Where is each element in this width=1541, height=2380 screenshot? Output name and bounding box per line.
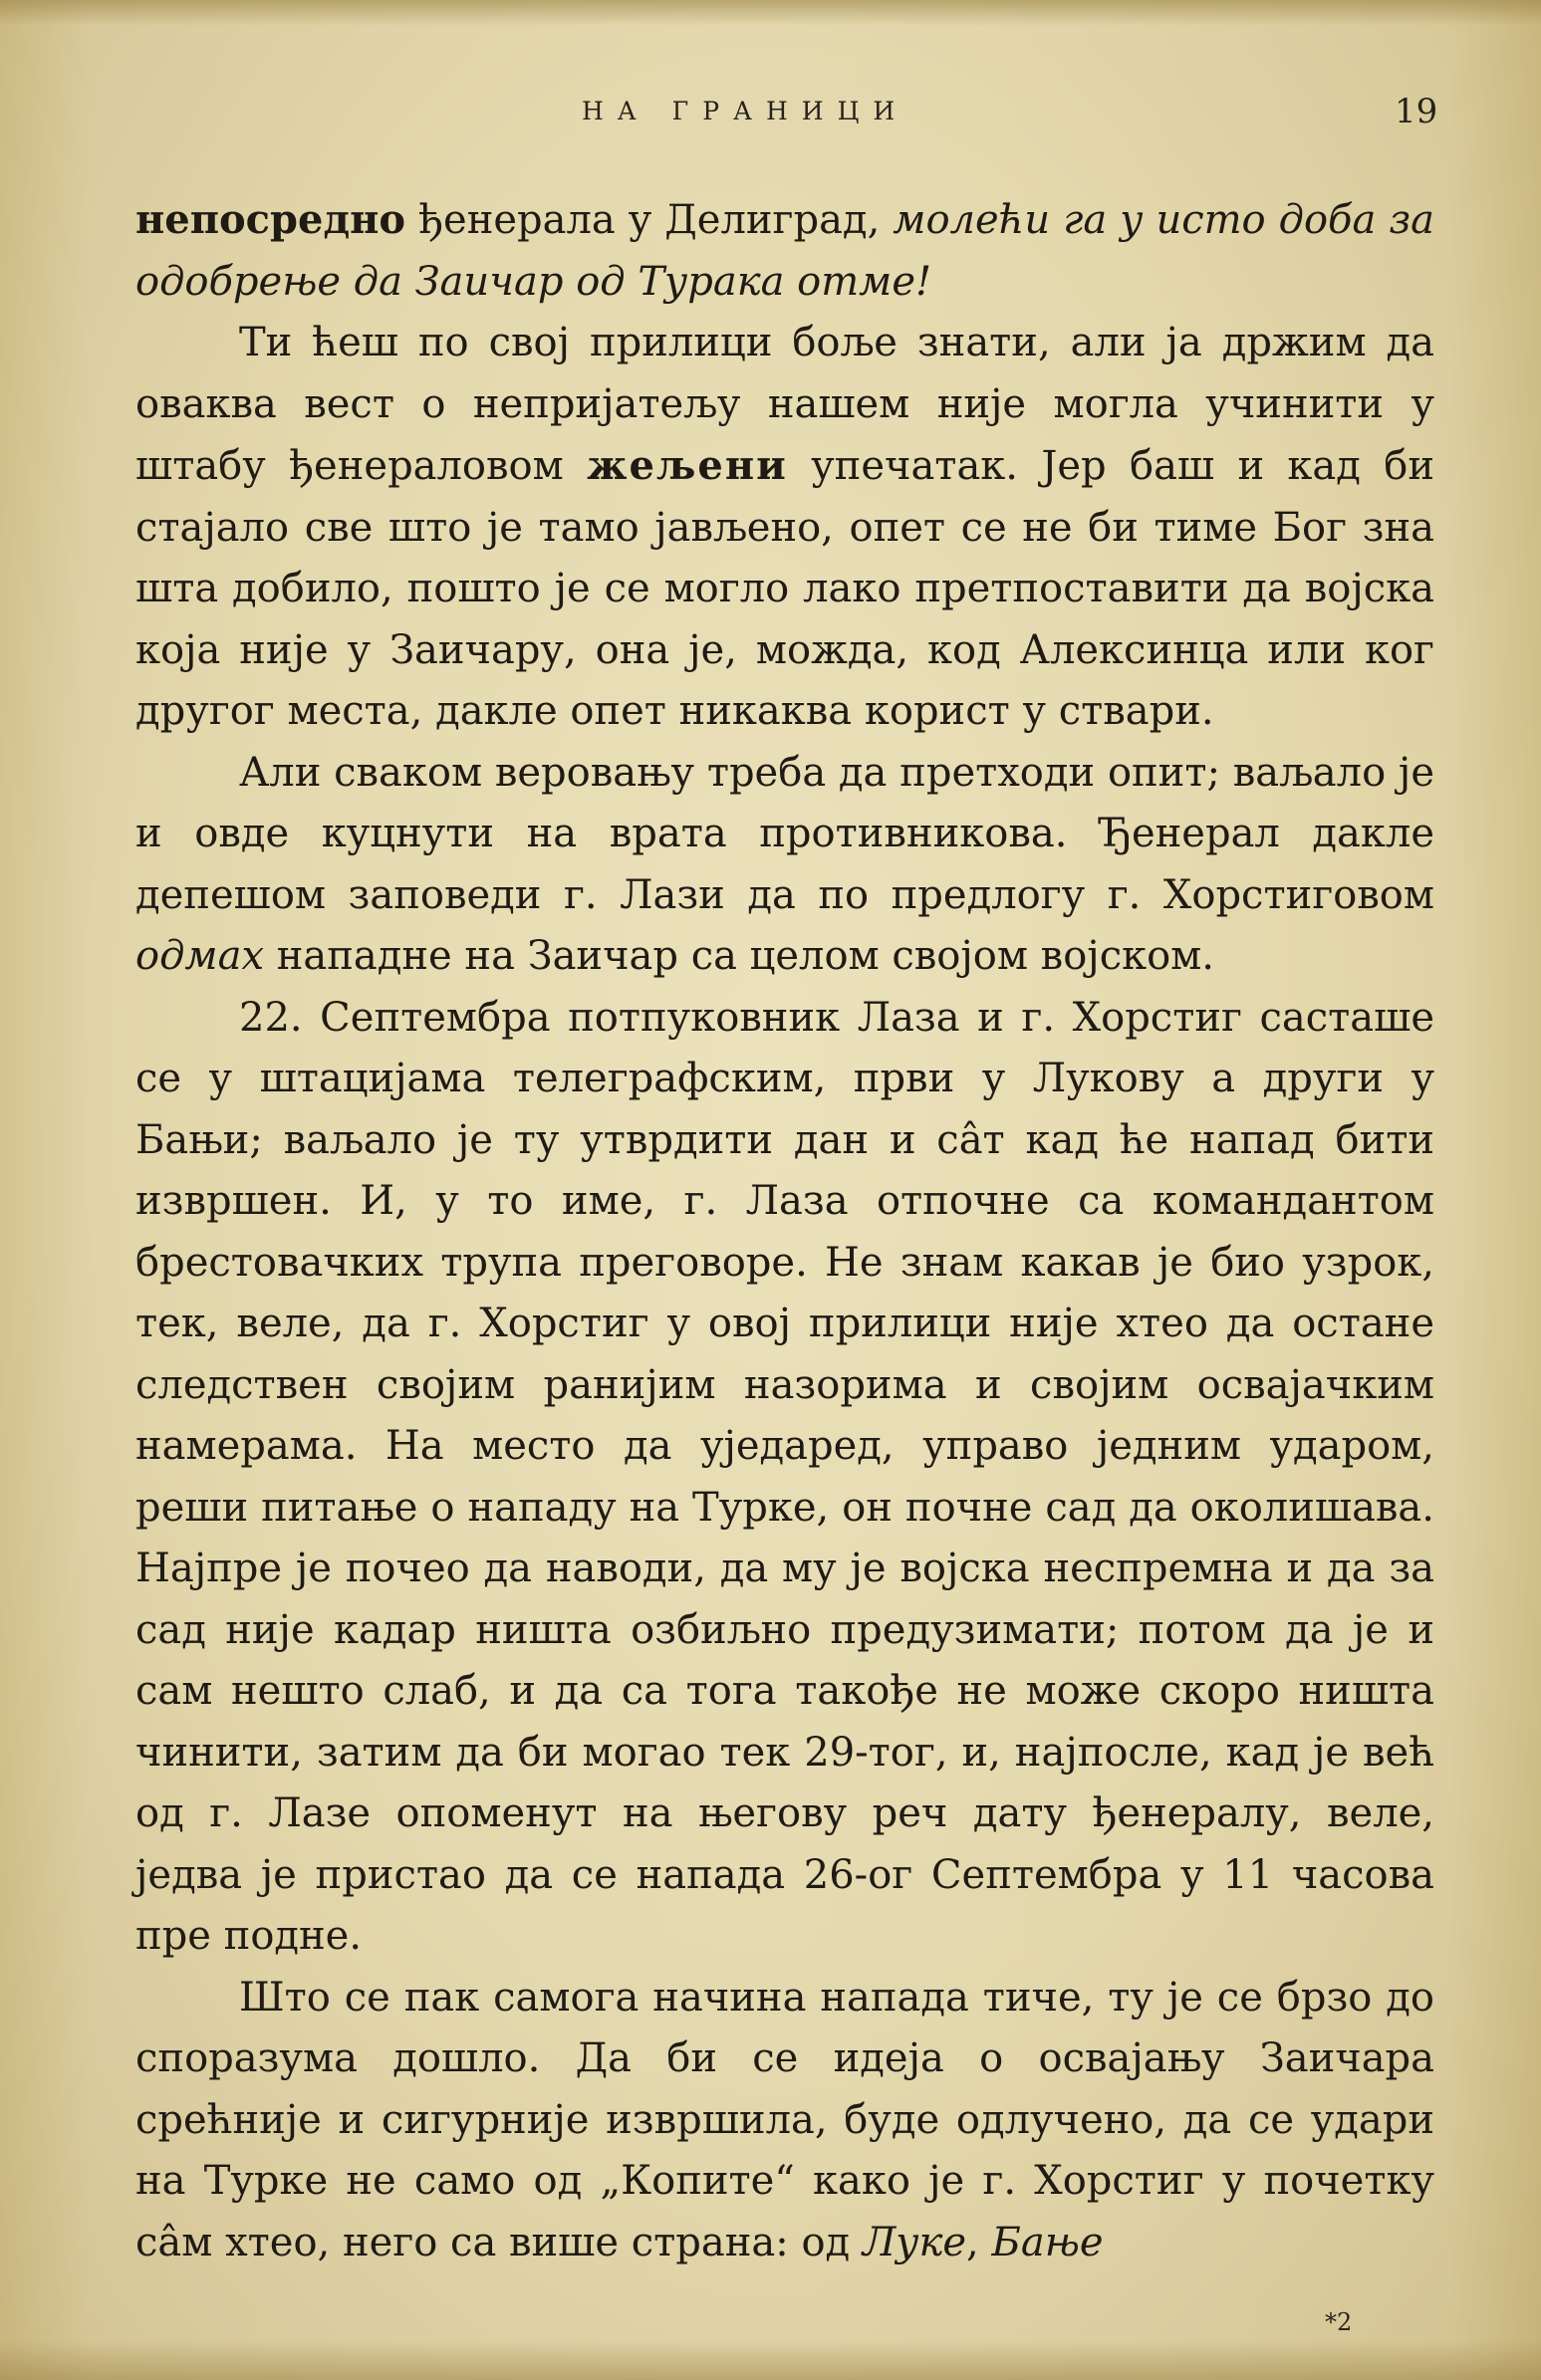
paragraph — [135, 189, 1434, 313]
italic-text-run: Бање — [991, 2219, 1104, 2265]
italic-text-run: Луке — [862, 2219, 967, 2265]
page-edge-shadow-bottom — [0, 2340, 1541, 2380]
body-text — [135, 189, 1434, 2273]
italic-text-run: одмах — [135, 933, 265, 979]
text-run: нападне на Заичар са целом својом војском. — [264, 933, 1214, 979]
paragraph — [135, 313, 1434, 743]
text-run: Али сваком веровању треба да претходи опит; ваљало је и овде куцнути на врата противникова. Ђенерал дакле депешом заповеди г. Лази да по предлогу г. Хорстиговом — [135, 749, 1434, 918]
paragraph — [135, 1968, 1434, 2274]
text-run: Што се пак самога начина напада тиче, ту је се брзо до споразума дошло. Да би се идеја о освајању Заичара срећније и сигурније извршила, буде одлучено, да се удари на Турке не само од „Копите“ како је г. Хорстиг у почетку са̂м хтео, него са више страна: од — [135, 1974, 1434, 2265]
bold-text-run: непосредно — [135, 196, 406, 243]
text-run: 22. Септембра потпуковник Лаза и г. Хорстиг састаше се у штацијама телеграфским, први у Лукову а други у Бањи; ваљало је ту утврдити дан и са̂т кад ће напад бити извршен. И, у то име, г. Лаза отпочне са командантом брестовачких трупа преговоре. Не знам какав је био узрок, тек, веле, да г. Хорстиг у овој прилици није хтео да остане следствен својим ранијим назорима и својим освајачким намерама. На место да уједаред, управо једним ударом, реши питање о нападу на Турке, он почне сад да околишава. Најпре је почео да наводи, да му је војска неспремна и да за сад није кадар ништа озбиљно предузимати; потом да је и сам нешто слаб, и да са тога такође не може скоро ништа чинити, затим да би могао тек 29-тог, и, најпосле, кад је већ од г. Лазе опоменут на његову реч дату ђенералу, веле, једва је пристао да се напада 26-ог Септембра у 11 часова пре подне. — [135, 994, 1434, 1959]
text-run: ђенерала у Делиград, — [405, 197, 894, 243]
text-run: , — [966, 2219, 992, 2265]
paragraph — [135, 988, 1434, 1968]
page-number: 19 — [1395, 92, 1438, 131]
paragraph — [135, 743, 1434, 988]
spaced-bold-text-run: жељени — [587, 442, 788, 489]
running-head — [0, 92, 1541, 131]
text-run: упечатак. Јер баш и кад би стајало све што је тамо јављено, опет се не би тиме Бог зна шта добило, пошто је се могло лако претпоставити да војска која није у Заичару, она је, можда, код Алексинца или ког другог места, дакле опет никаква корист у ствари. — [135, 443, 1434, 734]
text-run: Ти ћеш по свој прилици боље знати, али ја држим да оваква вест о непријатељу нашем није могла учинити у штабу ђенераловом — [135, 320, 1434, 489]
printer-signature-mark: *2 — [1325, 2308, 1353, 2336]
page-edge-shadow-top — [0, 0, 1541, 26]
running-head-title: НА ГРАНИЦИ — [582, 97, 909, 125]
italic-text-run: молећи га у исто доба за одобрење да Заичар од Турака отме! — [135, 197, 1434, 305]
